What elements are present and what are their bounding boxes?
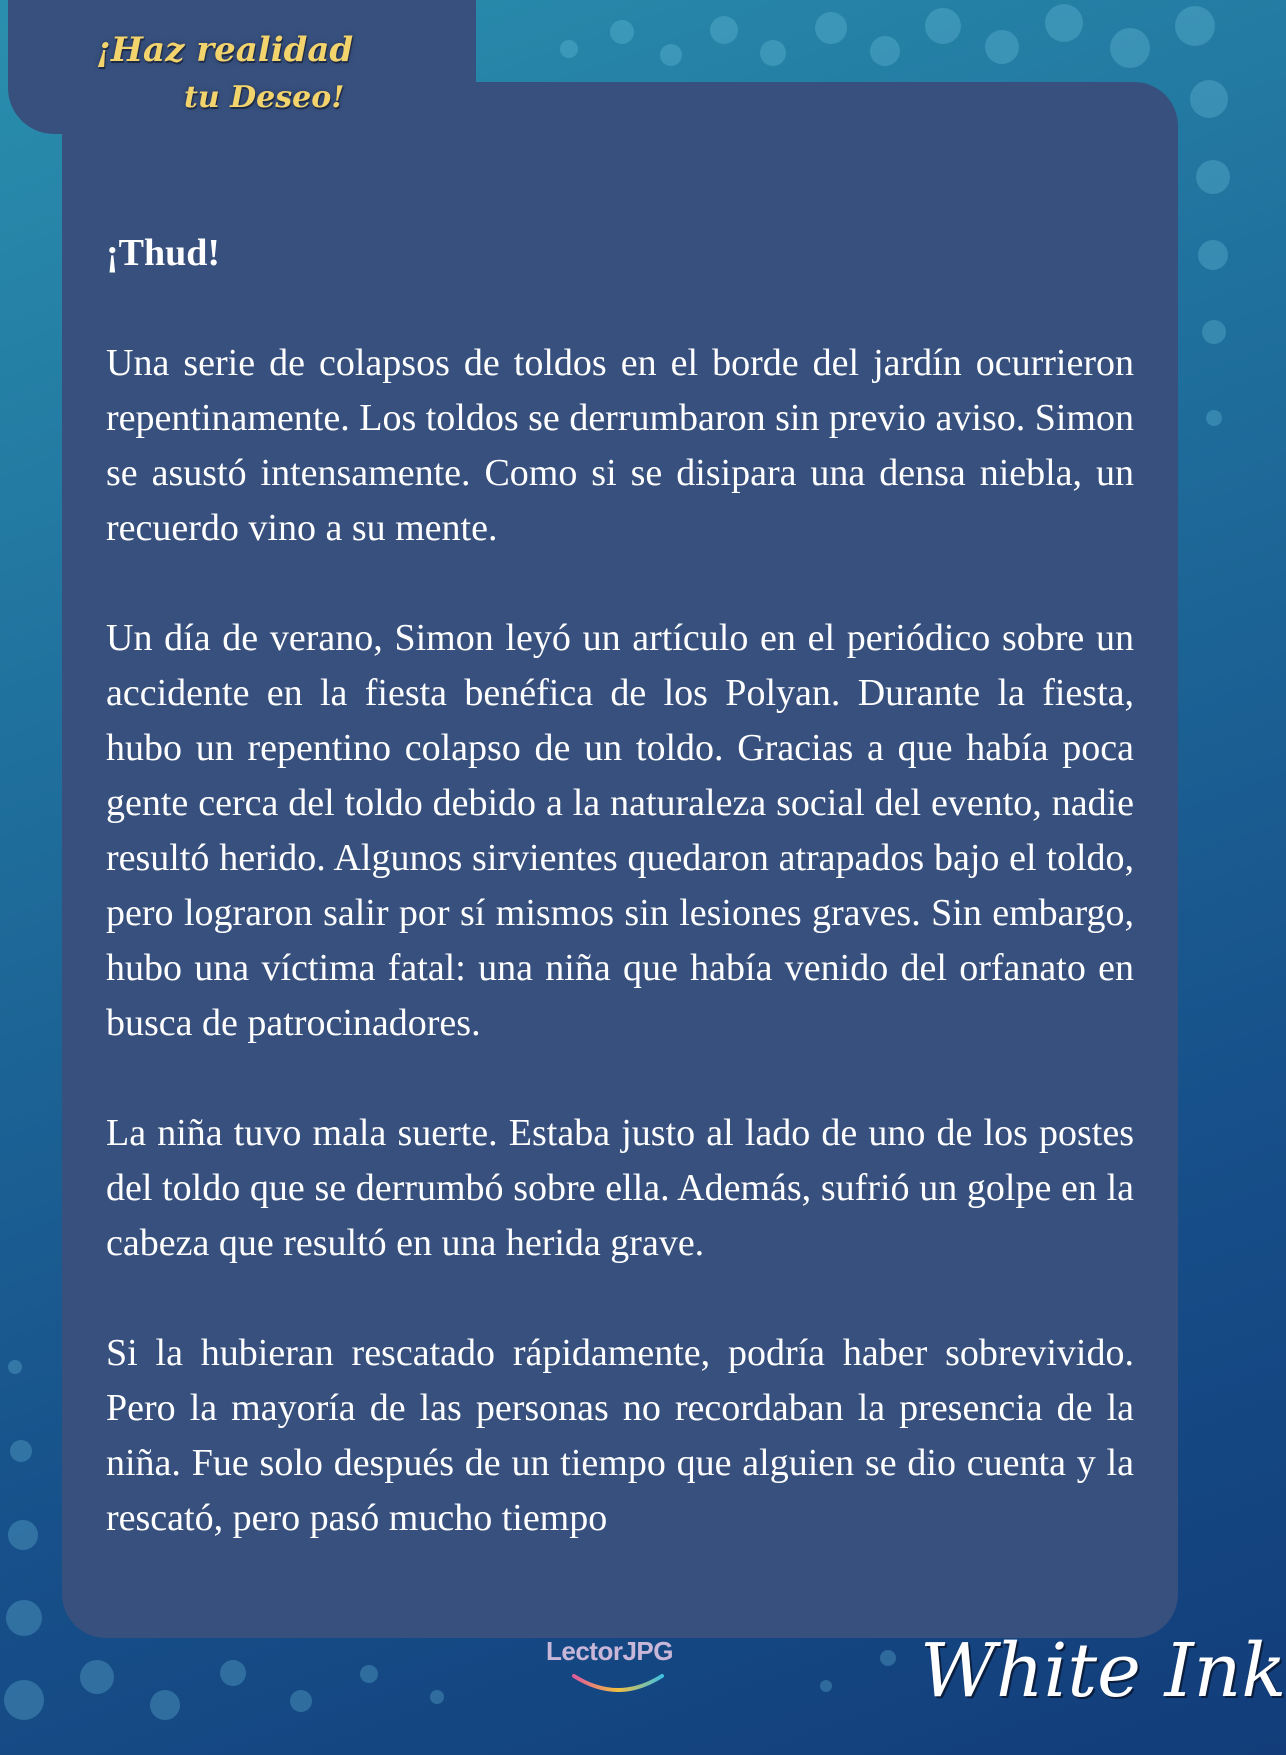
- chapter-heading: ¡Thud!: [106, 232, 221, 274]
- paragraph-1: Una serie de colapsos de toldos en el borde del jardín ocurrieron repentinamente. Los toldos se derrumbaron sin previo aviso. Simon se asustó intensamente. Como si se disipara una densa niebla, un recuerdo vino a su mente.: [106, 342, 1134, 549]
- watermark-label: LectorJPG: [546, 1636, 673, 1666]
- signature-white-ink: White Ink: [920, 1628, 1286, 1714]
- series-logo: [90, 26, 390, 126]
- story-text: [106, 226, 1134, 1546]
- smile-arc-icon: [568, 1670, 668, 1700]
- paragraph-4: Si la hubieran rescatado rápidamente, podría haber sobrevivido. Pero la mayoría de las personas no recordaban la presencia de la niña. Fue solo después de un tiempo que alguien se dio cuenta y la rescató, pero pasó mucho tiempo: [106, 1332, 1134, 1539]
- logo-line-2: tu Deseo!: [184, 80, 345, 115]
- paragraph-3: La niña tuvo mala suerte. Estaba justo al lado de uno de los postes del toldo que se derrumbó sobre ella. Además, sufrió un golpe en la cabeza que resultó en una herida grave.: [106, 1112, 1134, 1264]
- logo-line-1: ¡Haz realidad: [96, 30, 354, 70]
- paragraph-2: Un día de verano, Simon leyó un artículo en el periódico sobre un accidente en la fiesta benéfica de los Polyan. Durante la fiesta, hubo un repentino colapso de un toldo. Gracias a que había poca gente cerca del toldo debido a la naturaleza social del evento, nadie resultó herido. Algunos sirvientes quedaron atrapados bajo el toldo, pero lograron salir por sí mismos sin lesiones graves. Sin embargo, hubo una víctima fatal: una niña que había venido del orfanato en busca de patrocinadores.: [106, 617, 1134, 1044]
- lectorjpg-watermark: [540, 1636, 700, 1716]
